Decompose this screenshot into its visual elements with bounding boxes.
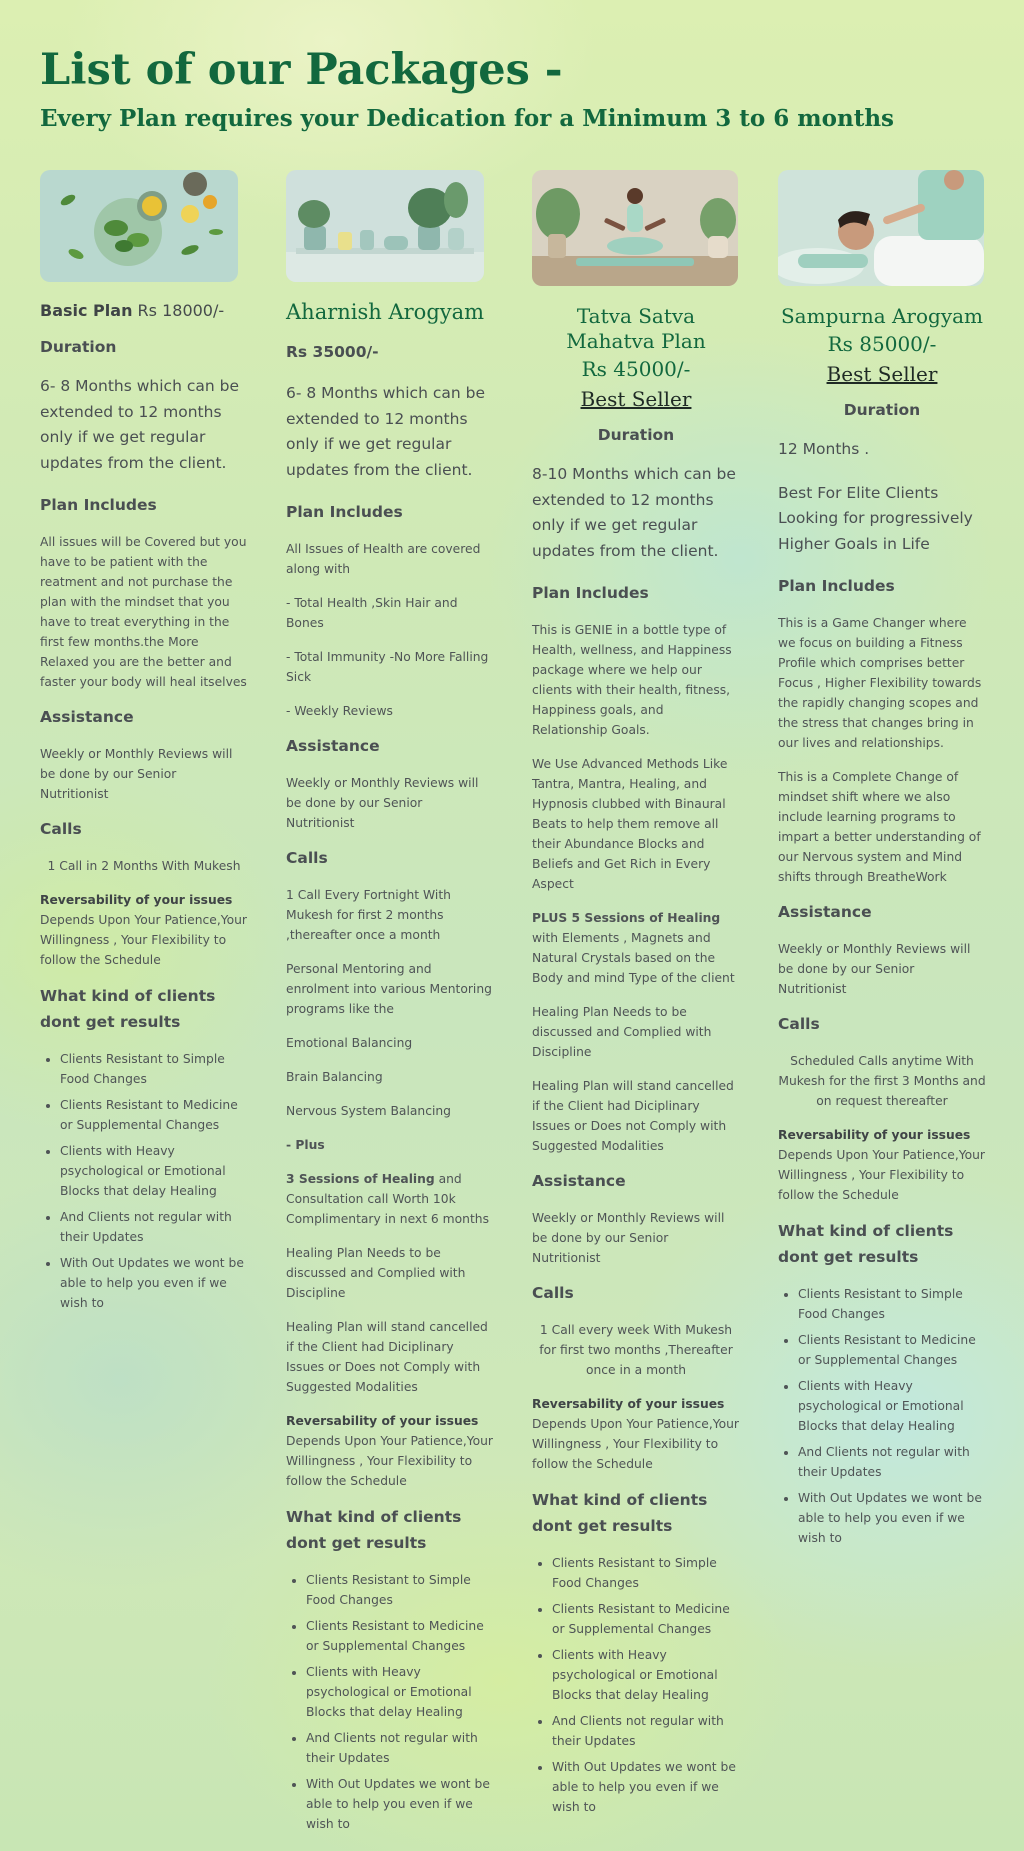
- duration-text: 12 Months .: [778, 440, 870, 458]
- best-seller-badge: Best Seller: [826, 362, 938, 386]
- assistance-text: Weekly or Monthly Reviews will be done by our Senior Nutritionist: [286, 776, 479, 830]
- list-item: • Clients Resistant to Simple Food Changes: [60, 1049, 248, 1089]
- includes-heading: Plan Includes: [778, 577, 895, 595]
- calls-text: Emotional Balancing: [286, 1036, 413, 1050]
- duration-heading: Duration: [40, 338, 117, 356]
- assistance-text: Weekly or Monthly Reviews will be done by our Senior Nutritionist: [778, 942, 971, 996]
- plus-label: [286, 1135, 494, 1155]
- list-item: • Clients Resistant to Medicine or Supplemental Changes: [60, 1095, 248, 1135]
- plan-title: [40, 300, 248, 322]
- tagline-text: Best For Elite Clients Looking for progressively Higher Goals in Life: [778, 483, 973, 553]
- list-item: • Clients Resistant to Simple Food Changes: [552, 1553, 740, 1593]
- clients-list: [532, 1553, 740, 1817]
- list-item: • Clients with Heavy psychological or Emotional Blocks that delay Healing: [306, 1662, 494, 1722]
- duration-text: 6- 8 Months which can be extended to 12 months only if we get regular updates from the client.: [40, 377, 239, 472]
- plan-price: Rs 85000/-: [827, 332, 937, 356]
- calls-heading: Calls: [532, 1284, 574, 1302]
- reversability-text: Depends Upon Your Patience,Your Willingness , Your Flexibility to follow the Schedule: [778, 1148, 985, 1202]
- cancel-text: Healing Plan will stand cancelled if the Client had Diciplinary Issues or Does not Comply with Suggested Modalities: [286, 1320, 488, 1394]
- plan-price: Rs 35000/-: [286, 343, 379, 361]
- duration-heading: Duration: [597, 426, 675, 444]
- list-item: • And Clients not regular with their Updates: [798, 1442, 986, 1482]
- includes-text: - Weekly Reviews: [286, 704, 393, 718]
- reversability-text: Depends Upon Your Patience,Your Willingness , Your Flexibility to follow the Schedule: [286, 1434, 493, 1488]
- best-seller-badge: Best Seller: [580, 387, 692, 411]
- list-item: • With Out Updates we wont be able to help you even if we wish to: [306, 1774, 494, 1834]
- includes-text: All Issues of Health are covered along with: [286, 542, 481, 576]
- assistance-text: Weekly or Monthly Reviews will be done by our Senior Nutritionist: [40, 747, 233, 801]
- reversability-text: Depends Upon Your Patience,Your Willingness , Your Flexibility to follow the Schedule: [40, 913, 247, 967]
- duration-text: 6- 8 Months which can be extended to 12 months only if we get regular updates from the client.: [286, 384, 485, 479]
- list-item: • Clients Resistant to Medicine or Supplemental Changes: [306, 1616, 494, 1656]
- calls-text: 1 Call Every Fortnight With Mukesh for first 2 months ,thereafter once a month: [286, 888, 451, 942]
- clients-list: [40, 1049, 248, 1313]
- list-item: • Clients with Heavy psychological or Emotional Blocks that delay Healing: [552, 1645, 740, 1705]
- clients-heading: What kind of clients dont get results: [40, 987, 216, 1031]
- includes-text: This is GENIE in a bottle type of Health, wellness, and Happiness package where we help our clients with their health, fitness, Happiness goals, and Relationship Goals.: [532, 623, 732, 737]
- list-item: • And Clients not regular with their Updates: [306, 1728, 494, 1768]
- includes-text: - Total Health ,Skin Hair and Bones: [286, 596, 458, 630]
- healing-rest: and Consultation call Worth 10k Complimentary in next 6 months: [286, 1172, 489, 1226]
- includes-text: This is a Game Changer where we focus on building a Fitness Profile which comprises better Focus , Higher Flexibility towards the rapidly changing scopes and the stress that changes bring in our lives and relationships.: [778, 616, 982, 750]
- list-item: • Clients Resistant to Simple Food Changes: [798, 1284, 986, 1324]
- clients-heading: What kind of clients dont get results: [532, 1491, 708, 1535]
- includes-text: All issues will be Covered but you have to be patient with the reatment and not purchase the plan with the mindset that you have to treat everything in the first few months.the More Relaxed you are the better and faster your body will heal itselves: [40, 535, 247, 689]
- calls-text: 1 Call every week With Mukesh for first two months ,Thereafter once in a month: [539, 1323, 733, 1377]
- reversability-heading: Reversability of your issues: [40, 893, 233, 907]
- healing-bold: PLUS 5 Sessions of Healing: [532, 911, 721, 925]
- clients-list: [778, 1284, 986, 1548]
- list-item: • Clients Resistant to Medicine or Supplemental Changes: [798, 1330, 986, 1370]
- calls-heading: Calls: [40, 820, 82, 838]
- calls-heading: Calls: [778, 1015, 820, 1033]
- reversability-text: Depends Upon Your Patience,Your Willingness , Your Flexibility to follow the Schedule: [532, 1417, 739, 1471]
- list-item: • And Clients not regular with their Updates: [552, 1711, 740, 1751]
- list-item: • Clients with Heavy psychological or Emotional Blocks that delay Healing: [60, 1141, 248, 1201]
- page-header: [40, 44, 990, 134]
- healing-text: [286, 1169, 494, 1229]
- list-item: • Clients Resistant to Simple Food Changes: [306, 1570, 494, 1610]
- list-item: • With Out Updates we wont be able to help you even if we wish to: [798, 1488, 986, 1548]
- list-item: • With Out Updates we wont be able to help you even if we wish to: [552, 1757, 740, 1817]
- yoga-meditation-image: [532, 170, 738, 286]
- includes-text: This is a Complete Change of mindset shift where we also include learning programs to impart a better understanding of our Nervous system and Mind shifts through BreatheWork: [778, 770, 981, 884]
- list-item: • Clients with Heavy psychological or Emotional Blocks that delay Healing: [798, 1376, 986, 1436]
- plan-price: Rs 18000/-: [137, 301, 225, 320]
- reversability-heading: Reversability of your issues: [286, 1414, 479, 1428]
- herbs-bowl-image: [40, 170, 238, 282]
- plan-name: Basic Plan: [40, 301, 133, 320]
- includes-text: - Total Immunity -No More Falling Sick: [286, 650, 489, 684]
- includes-heading: Plan Includes: [532, 584, 649, 602]
- healing-text: [532, 908, 740, 988]
- includes-heading: Plan Includes: [286, 503, 403, 521]
- healing-plan-text: Healing Plan Needs to be discussed and Complied with Discipline: [532, 1005, 712, 1059]
- calls-text: 1 Call in 2 Months With Mukesh: [47, 859, 241, 873]
- calls-text: Personal Mentoring and enrolment into various Mentoring programs like the: [286, 962, 492, 1016]
- reversability: [40, 890, 248, 970]
- plan-card-aharnish: [286, 170, 494, 1840]
- plan-name: Sampurna Arogyam: [780, 304, 984, 328]
- plan-card-sampurna: [778, 170, 986, 1554]
- reversability-heading: Reversability of your issues: [532, 1397, 725, 1411]
- assistance-heading: Assistance: [532, 1172, 626, 1190]
- plan-price: Rs 45000/-: [581, 357, 691, 381]
- assistance-heading: Assistance: [286, 737, 380, 755]
- reversability: [286, 1411, 494, 1491]
- plan-name: Tatva Satva Mahatva Plan: [566, 304, 706, 353]
- list-item: • And Clients not regular with their Updates: [60, 1207, 248, 1247]
- plan-name: Aharnish Arogyam: [286, 300, 485, 324]
- duration-heading: Duration: [843, 401, 921, 419]
- plants-vases-image: [286, 170, 484, 282]
- clients-heading: What kind of clients dont get results: [286, 1508, 462, 1552]
- assistance-heading: Assistance: [40, 708, 134, 726]
- reversability: [532, 1394, 740, 1474]
- calls-text: Nervous System Balancing: [286, 1104, 451, 1118]
- plan-card-basic: [40, 170, 248, 1319]
- healing-plan-text: Healing Plan Needs to be discussed and Complied with Discipline: [286, 1246, 466, 1300]
- calls-text: Scheduled Calls anytime With Mukesh for the first 3 Months and on request thereafter: [778, 1054, 986, 1108]
- spa-facial-image: [778, 170, 984, 286]
- assistance-text: Weekly or Monthly Reviews will be done by our Senior Nutritionist: [532, 1211, 725, 1265]
- page-subtitle: Every Plan requires your Dedication for a Minimum 3 to 6 months: [40, 105, 894, 132]
- list-item: • Clients Resistant to Medicine or Supplemental Changes: [552, 1599, 740, 1639]
- cancel-text: Healing Plan will stand cancelled if the Client had Diciplinary Issues or Does not Comply with Suggested Modalities: [532, 1079, 734, 1153]
- clients-list: [286, 1570, 494, 1834]
- calls-text: Brain Balancing: [286, 1070, 383, 1084]
- plan-card-tatva: [532, 170, 740, 1823]
- reversability-heading: Reversability of your issues: [778, 1128, 971, 1142]
- reversability: [778, 1125, 986, 1205]
- includes-heading: Plan Includes: [40, 496, 157, 514]
- clients-heading: What kind of clients dont get results: [778, 1222, 954, 1266]
- healing-bold: 3 Sessions of Healing: [286, 1172, 435, 1186]
- list-item: • With Out Updates we wont be able to help you even if we wish to: [60, 1253, 248, 1313]
- page-title: List of our Packages -: [40, 45, 563, 95]
- healing-rest: with Elements , Magnets and Natural Crystals based on the Body and mind Type of the client: [532, 931, 735, 985]
- plus-label-text: - Plus: [286, 1138, 325, 1152]
- includes-text: We Use Advanced Methods Like Tantra, Mantra, Healing, and Hypnosis clubbed with Binaural Beats to help them remove all their Abundance Blocks and Beliefs and Get Rich in Every Aspect: [532, 757, 728, 891]
- calls-heading: Calls: [286, 849, 328, 867]
- duration-text: 8-10 Months which can be extended to 12 months only if we get regular updates from the client.: [532, 465, 736, 560]
- assistance-heading: Assistance: [778, 903, 872, 921]
